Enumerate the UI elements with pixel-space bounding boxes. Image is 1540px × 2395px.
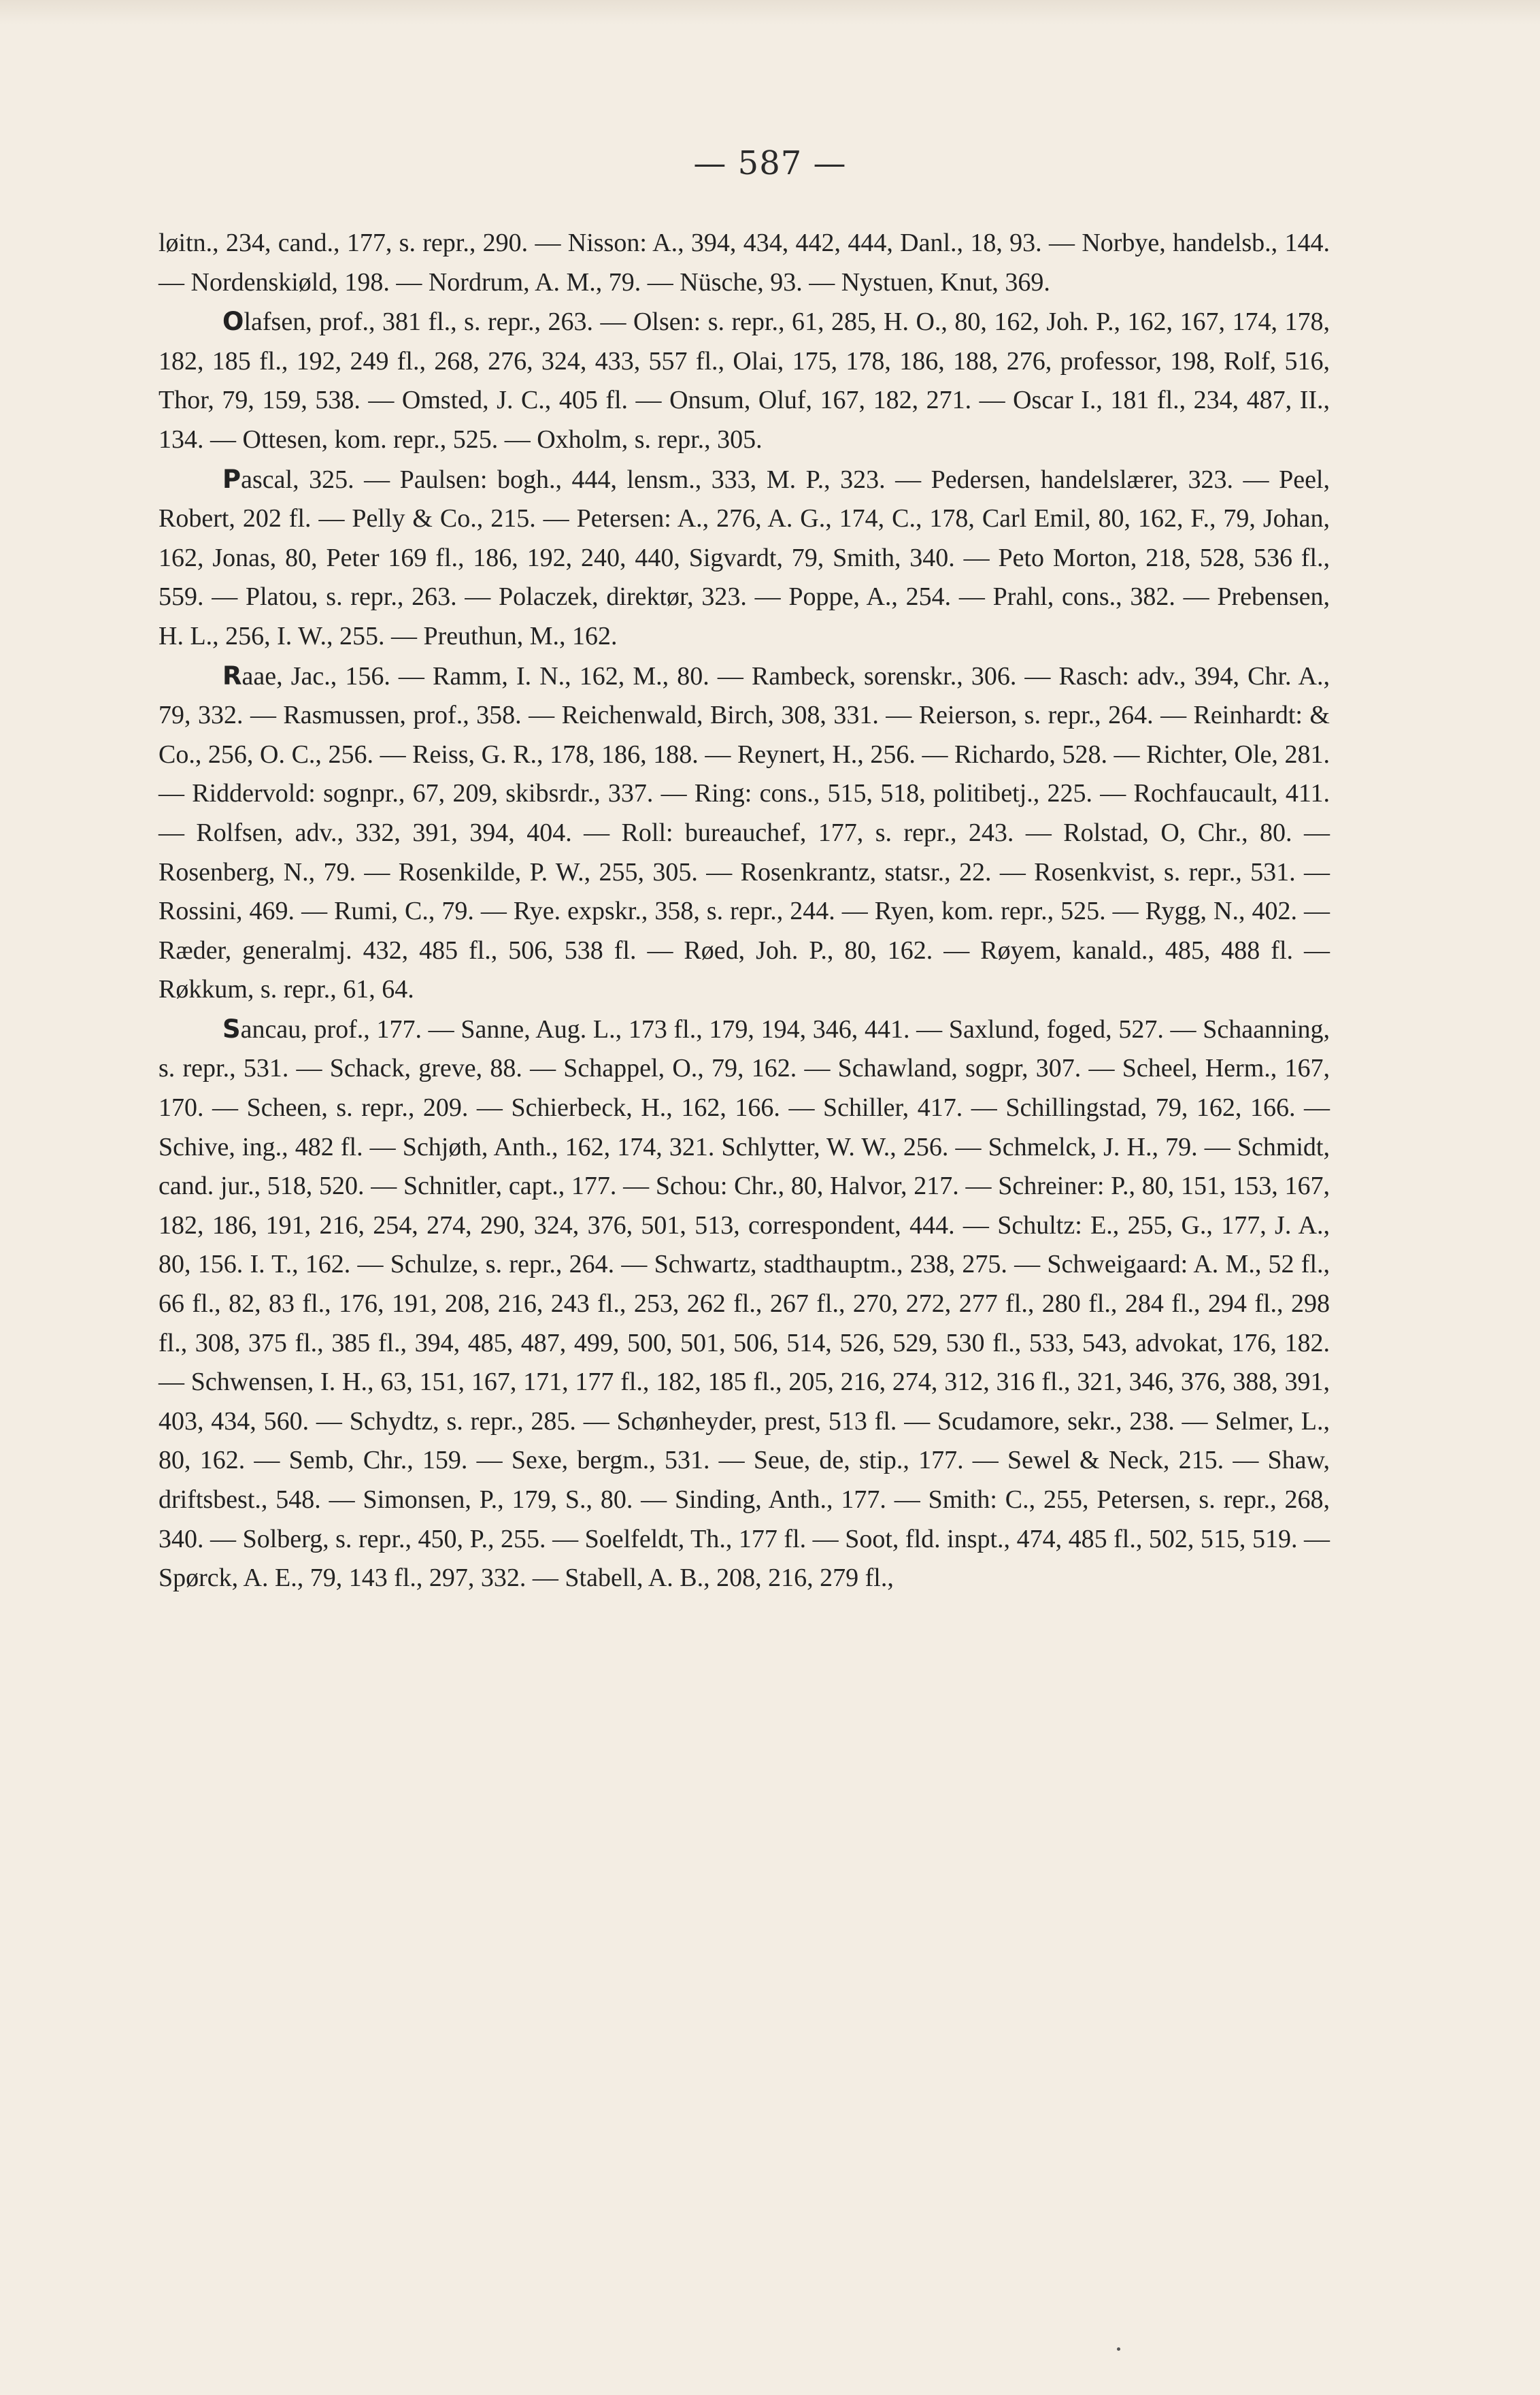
paragraph-text: ancau, prof., 177. — Sanne, Aug. L., 173 fl., 179, 194, 346, 441. — Saxlund, foged, 527. — Schaanning, s. repr., 531. — Schack, greve, 88. — Schappel, O., 79, 162. — Schawland, sogpr, 307. — Scheel, Herm., 167, 170. — Scheen, s. repr., 209. — Schierbeck, H., 162, 166. — Schiller, 417. — Schillingstad, 79, 162, 166. — Schive, ing., 482 fl. — Schjøth, Anth., 162, 174, 321. Schlytter, W. W., 256. — Schmelck, J. H., 79. — Schmidt, cand. jur., 518, 520. — Schnitler, capt., 177. — Schou: Chr., 80, Halvor, 217. — Schreiner: P., 80, 151, 153, 167, 182, 186, 191, 216, 254, 274, 290, 324, 376, 501, 513, correspondent, 444. — Schultz: E., 255, G., 177, J. A., 80, 156. I. T., 162. — Schulze, s. repr., 264. — Schwartz, stadthauptm., 238, 275. — Schweigaard: A. M., 52 fl., 66 fl., 82, 83 fl., 176, 191, 208, 216, 243 fl., 253, 262 fl., 267 fl., 270, 272, 277 fl., 280 fl., 284 fl., 294 fl., 298 fl., 308, 375 fl., 385 fl., 394, 485, 487, 499, 500, 501, 506, 514, 526, 529, 530 fl., 533, 543, advokat, 176, 182. — Schwensen, I. H., 63, 151, 167, 171, 177 fl., 182, 185 fl., 205, 216, 274, 312, 316 fl., 321, 346, 376, 388, 391, 403, 434, 560. — Schydtz, s. repr., 285. — Schønheyder, prest, 513 fl. — Scudamore, sekr., 238. — Selmer, L., 80, 162. — Semb, Chr., 159. — Sexe, bergm., 531. — Seue, de, stip., 177. — Sewel & Neck, 215. — Shaw, driftsbest., 548. — Simonsen, P., 179, S., 80. — Sinding, Anth., 177. — Smith: C., 255, Petersen, s. repr., 268, 340. — Solberg, s. repr., 450, P., 255. — Soelfeldt, Th., 177 fl. — Soot, fld. inspt., 474, 485 fl., 502, 515, 519. — Spørck, A. E., 79, 143 fl., 297, 332. — Stabell, A. B., 208, 216, 279 fl., bbox=[158, 1014, 1330, 1593]
paragraph-initial: R bbox=[222, 661, 242, 691]
paragraph-initial: O bbox=[222, 307, 244, 337]
paragraph-text: ascal, 325. — Paulsen: bogh., 444, lensm., 333, M. P., 323. — Pedersen, handelslærer, 323. — Peel, Robert, 202 fl. — Pelly & Co., 215. — Petersen: A., 276, A. G., 174, C., 178, Carl Emil, 80, 162, F., 79, Johan, 162, Jonas, 80, Peter 169 fl., 186, 192, 240, 440, Sigvardt, 79, Smith, 340. — Peto Morton, 218, 528, 536 fl., 559. — Platou, s. repr., 263. — Polaczek, direktør, 323. — Poppe, A., 254. — Prahl, cons., 382. — Prebensen, H. L., 256, I. W., 255. — Preuthun, M., 162. bbox=[158, 465, 1330, 650]
index-paragraph-n bbox=[158, 223, 1330, 302]
index-paragraph-p bbox=[158, 460, 1330, 657]
page-number: — 587 — bbox=[693, 144, 847, 182]
index-paragraph-o bbox=[158, 302, 1330, 459]
paragraph-text: lafsen, prof., 381 fl., s. repr., 263. — Olsen: s. repr., 61, 285, H. O., 80, 162, Joh. P., 162, 167, 174, 178, 182, 185 fl., 192, 249 fl., 268, 276, 324, 433, 557 fl., Olai, 175, 178, 186, 188, 276, professor, 198, Rolf, 516, Thor, 79, 159, 538. — Omsted, J. C., 405 fl. — Onsum, Oluf, 167, 182, 271. — Oscar I., 181 fl., 234, 487, II., 134. — Ottesen, kom. repr., 525. — Oxholm, s. repr., 305. bbox=[158, 308, 1330, 454]
paragraph-text: aae, Jac., 156. — Ramm, I. N., 162, M., 80. — Rambeck, sorenskr., 306. — Rasch: adv., 394, Chr. A., 79, 332. — Rasmussen, prof., 358. — Reichenwald, Birch, 308, 331. — Reierson, s. repr., 264. — Reinhardt: & Co., 256, O. C., 256. — Reiss, G. R., 178, 186, 188. — Reynert, H., 256. — Richardo, 528. — Richter, Ole, 281. — Riddervold: sognpr., 67, 209, skibsrdr., 337. — Ring: cons., 515, 518, politibetj., 225. — Rochfaucault, 411. — Rolfsen, adv., 332, 391, 394, 404. — Roll: bureauchef, 177, s. repr., 243. — Rolstad, O, Chr., 80. — Rosenberg, N., 79. — Rosenkilde, P. W., 255, 305. — Rosenkrantz, statsr., 22. — Rosenkvist, s. repr., 531. — Rossini, 469. — Rumi, C., 79. — Rye. expskr., 358, s. repr., 244. — Ryen, kom. repr., 525. — Rygg, N., 402. — Ræder, generalmj. 432, 485 fl., 506, 538 fl. — Røed, Joh. P., 80, 162. — Røyem, kanald., 485, 488 fl. — Røkkum, s. repr., 61, 64. bbox=[158, 661, 1330, 1004]
index-text bbox=[158, 223, 1330, 1598]
print-speck bbox=[1117, 2347, 1120, 2351]
index-paragraph-s bbox=[158, 1010, 1330, 1598]
index-paragraph-r bbox=[158, 657, 1330, 1010]
paragraph-text: løitn., 234, cand., 177, s. repr., 290. — Nisson: A., 394, 434, 442, 444, Danl., 18, 93. — Norbye, handelsb., 144. — Nordenskiøld, 198. — Nordrum, A. M., 79. — Nüsche, 93. — Nystuen, Knut, 369. bbox=[158, 229, 1330, 297]
paragraph-initial: S bbox=[222, 1014, 241, 1044]
paragraph-initial: P bbox=[222, 464, 241, 494]
page-top-edge bbox=[0, 0, 1540, 24]
